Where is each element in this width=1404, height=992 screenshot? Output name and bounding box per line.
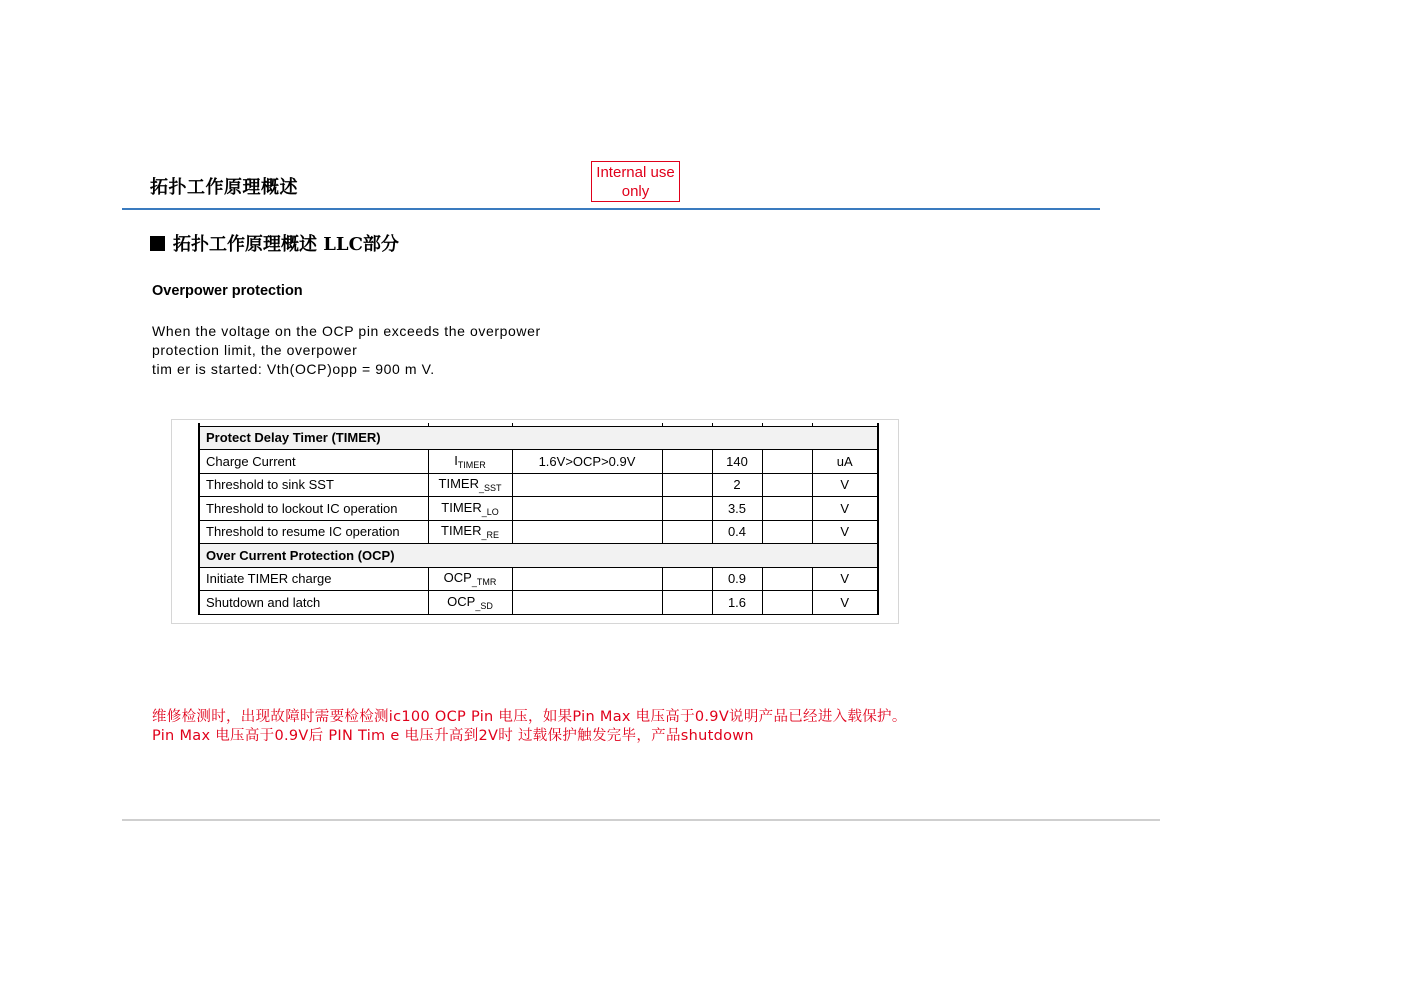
typ-cell: 140 <box>712 450 762 474</box>
max-cell <box>762 450 812 474</box>
spec-table-image <box>171 419 899 624</box>
max-cell <box>762 567 812 591</box>
note-line: Pin Max 电压高于0.9V后 PIN Tim e 电压升高到2V时 过载保护触发完毕，产品shutdown <box>152 728 754 744</box>
condition-cell <box>512 473 662 497</box>
table-group-header <box>199 544 878 568</box>
typ-cell: 0.9 <box>712 567 762 591</box>
condition-cell <box>512 520 662 544</box>
unit-cell: V <box>812 497 878 521</box>
unit-cell: uA <box>812 450 878 474</box>
body-line: protection limit, the overpower <box>152 342 358 358</box>
symbol-text: I <box>454 452 458 468</box>
page-header-title: 拓扑工作原理概述 <box>150 177 298 198</box>
symbol-subscript: _RE <box>481 530 499 541</box>
param-cell: Initiate TIMER charge <box>199 567 428 591</box>
symbol-cell <box>428 450 512 474</box>
symbol-cell <box>428 591 512 615</box>
min-cell <box>662 591 712 615</box>
repair-note <box>152 708 1012 746</box>
param-cell: Threshold to lockout IC operation <box>199 497 428 521</box>
table-row <box>199 450 878 474</box>
condition-cell <box>512 497 662 521</box>
spec-table <box>198 423 879 615</box>
condition-cell <box>512 591 662 615</box>
symbol-cell <box>428 497 512 521</box>
symbol-cell <box>428 567 512 591</box>
param-cell: Threshold to sink SST <box>199 473 428 497</box>
internal-use-stamp: Internal use only <box>591 161 680 202</box>
param-cell: Threshold to resume IC operation <box>199 520 428 544</box>
unit-cell: V <box>812 520 878 544</box>
body-line: When the voltage on the OCP pin exceeds the overpower <box>152 323 541 339</box>
symbol-subscript: _SD <box>475 600 493 611</box>
symbol-text: TIMER <box>441 523 482 539</box>
table-row <box>199 497 878 521</box>
table-row <box>199 520 878 544</box>
body-paragraph <box>152 322 652 379</box>
table-row <box>199 473 878 497</box>
min-cell <box>662 520 712 544</box>
body-line: tim er is started: Vth(OCP)opp = 900 m V. <box>152 361 435 377</box>
param-cell: Charge Current <box>199 450 428 474</box>
table-group-header <box>199 426 878 450</box>
symbol-cell <box>428 520 512 544</box>
param-cell: Shutdown and latch <box>199 591 428 615</box>
symbol-subscript: _LO <box>481 506 499 517</box>
symbol-text: TIMER <box>441 499 482 515</box>
symbol-subscript: _SST <box>478 483 502 494</box>
typ-cell: 1.6 <box>712 591 762 615</box>
max-cell <box>762 520 812 544</box>
group-title: Protect Delay Timer (TIMER) <box>199 426 878 450</box>
unit-cell: V <box>812 567 878 591</box>
min-cell <box>662 473 712 497</box>
sub-heading: Overpower protection <box>152 283 303 299</box>
square-bullet-icon <box>150 236 165 251</box>
min-cell <box>662 567 712 591</box>
symbol-text: OCP <box>443 570 472 586</box>
condition-cell <box>512 567 662 591</box>
symbol-subscript: TIMER <box>457 459 486 470</box>
typ-cell: 3.5 <box>712 497 762 521</box>
section-title <box>150 230 399 256</box>
note-line: 维修检测时，出现故障时需要检检测ic100 OCP Pin 电压，如果Pin Max 电压高于0.9V说明产品已经进入载保护。 <box>152 709 907 725</box>
condition-cell: 1.6V>OCP>0.9V <box>512 450 662 474</box>
footer-divider <box>122 819 1160 821</box>
min-cell <box>662 497 712 521</box>
unit-cell: V <box>812 591 878 615</box>
max-cell <box>762 591 812 615</box>
header-divider <box>122 208 1100 210</box>
symbol-text: OCP <box>447 593 476 609</box>
symbol-cell <box>428 473 512 497</box>
group-title: Over Current Protection (OCP) <box>199 544 878 568</box>
section-title-text: 拓扑工作原理概述 LLC部分 <box>173 234 399 255</box>
typ-cell: 2 <box>712 473 762 497</box>
unit-cell: V <box>812 473 878 497</box>
max-cell <box>762 497 812 521</box>
symbol-subscript: _TMR <box>471 577 497 588</box>
table-row <box>199 567 878 591</box>
min-cell <box>662 450 712 474</box>
typ-cell: 0.4 <box>712 520 762 544</box>
max-cell <box>762 473 812 497</box>
symbol-text: TIMER <box>438 476 479 492</box>
table-row <box>199 591 878 615</box>
